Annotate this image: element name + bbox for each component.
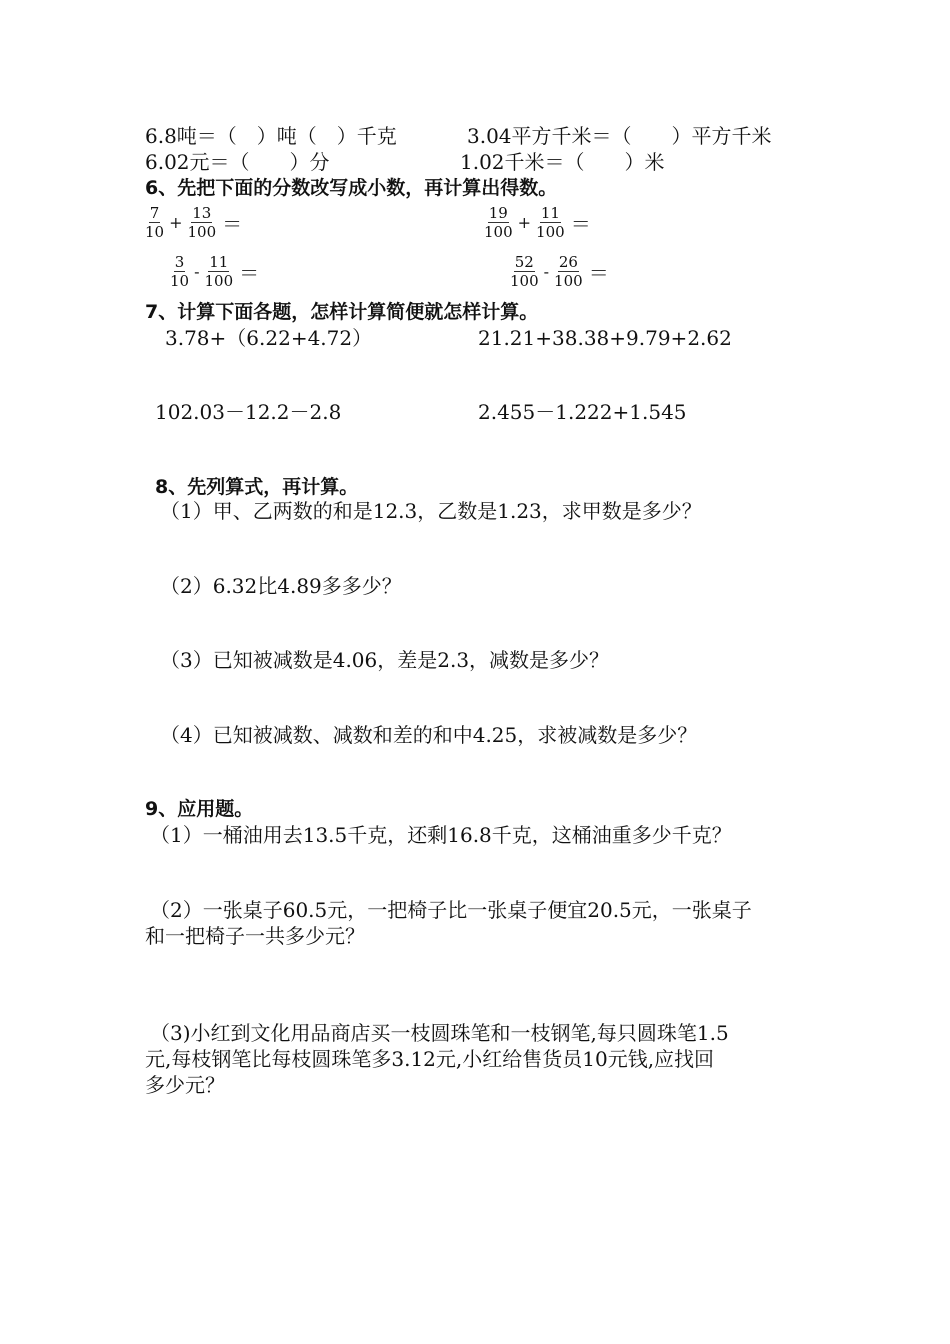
numerator: 3 [174, 253, 185, 271]
q9-heading: 9、应用题。 [145, 798, 254, 820]
q7-item-1: 3.78+（6.22+4.72） [165, 326, 373, 350]
q6-expression-3 [168, 253, 259, 290]
equals-sign: ＝ [588, 261, 609, 285]
operator: - [543, 262, 550, 281]
denominator: 100 [510, 272, 539, 290]
numerator: 52 [514, 253, 534, 271]
q8-item-1: （1）甲、乙两数的和是12.3，乙数是1.23，求甲数是多少？ [160, 499, 702, 523]
operator: + [169, 213, 183, 232]
denominator: 100 [187, 223, 217, 241]
numerator: 13 [192, 204, 212, 222]
q9-item-1: （1）一桶油用去13.5千克，还剩16.8千克，这桶油重多少千克？ [150, 823, 732, 847]
q6-expression-1 [143, 204, 242, 241]
q9-item-3-line-1: （3)小红到文化用品商店买一枝圆珠笔和一枝钢笔,每只圆珠笔1.5 [150, 1021, 729, 1045]
numerator: 11 [540, 204, 560, 222]
q7-item-2: 21.21+38.38+9.79+2.62 [478, 326, 732, 350]
conversion-3: 6.02元＝（ ）分 [145, 150, 330, 174]
q8-item-4: （4）已知被减数、减数和差的和中4.25，求被减数是多少？ [160, 723, 698, 747]
denominator: 100 [554, 272, 583, 290]
denominator: 10 [170, 272, 190, 290]
numerator: 7 [149, 204, 160, 222]
q7-heading: 7、计算下面各题，怎样计算简便就怎样计算。 [145, 301, 539, 323]
operator: - [194, 262, 200, 281]
q9-item-2-line-2: 和一把椅子一共多少元？ [145, 924, 365, 948]
numerator: 11 [209, 253, 229, 271]
q8-item-3: （3）已知被减数是4.06，差是2.3，减数是多少？ [160, 648, 610, 672]
q8-heading: 8、先列算式，再计算。 [155, 476, 359, 498]
q9-item-3-line-3: 多少元？ [145, 1073, 225, 1097]
equals-sign: ＝ [222, 212, 243, 236]
conversion-2: 3.04平方千米＝（ ）平方千米 [467, 124, 772, 148]
denominator: 100 [204, 272, 234, 290]
q8-item-2: （2）6.32比4.89多多少？ [160, 574, 402, 598]
q7-item-3: 102.03－12.2－2.8 [155, 400, 342, 424]
denominator: 100 [484, 223, 513, 241]
numerator: 26 [558, 253, 578, 271]
q6-heading: 6、先把下面的分数改写成小数，再计算出得数。 [145, 177, 558, 199]
q6-expression-4 [508, 253, 609, 290]
conversion-4: 1.02千米＝（ ）米 [460, 150, 665, 174]
operator: + [517, 213, 532, 232]
denominator: 10 [145, 223, 165, 241]
q9-item-3-line-2: 元,每枝钢笔比每枝圆珠笔多3.12元,小红给售货员10元钱,应找回 [145, 1047, 715, 1071]
numerator: 19 [488, 204, 508, 222]
equals-sign: ＝ [239, 261, 260, 285]
q9-item-2-line-1: （2）一张桌子60.5元，一把椅子比一张桌子便宜20.5元，一张桌子 [150, 898, 752, 922]
q7-item-4: 2.455－1.222+1.545 [478, 400, 687, 424]
denominator: 100 [536, 223, 565, 241]
q6-expression-2 [482, 204, 591, 241]
equals-sign: ＝ [570, 212, 591, 236]
conversion-1: 6.8吨＝（ ）吨（ ）千克 [145, 124, 397, 148]
